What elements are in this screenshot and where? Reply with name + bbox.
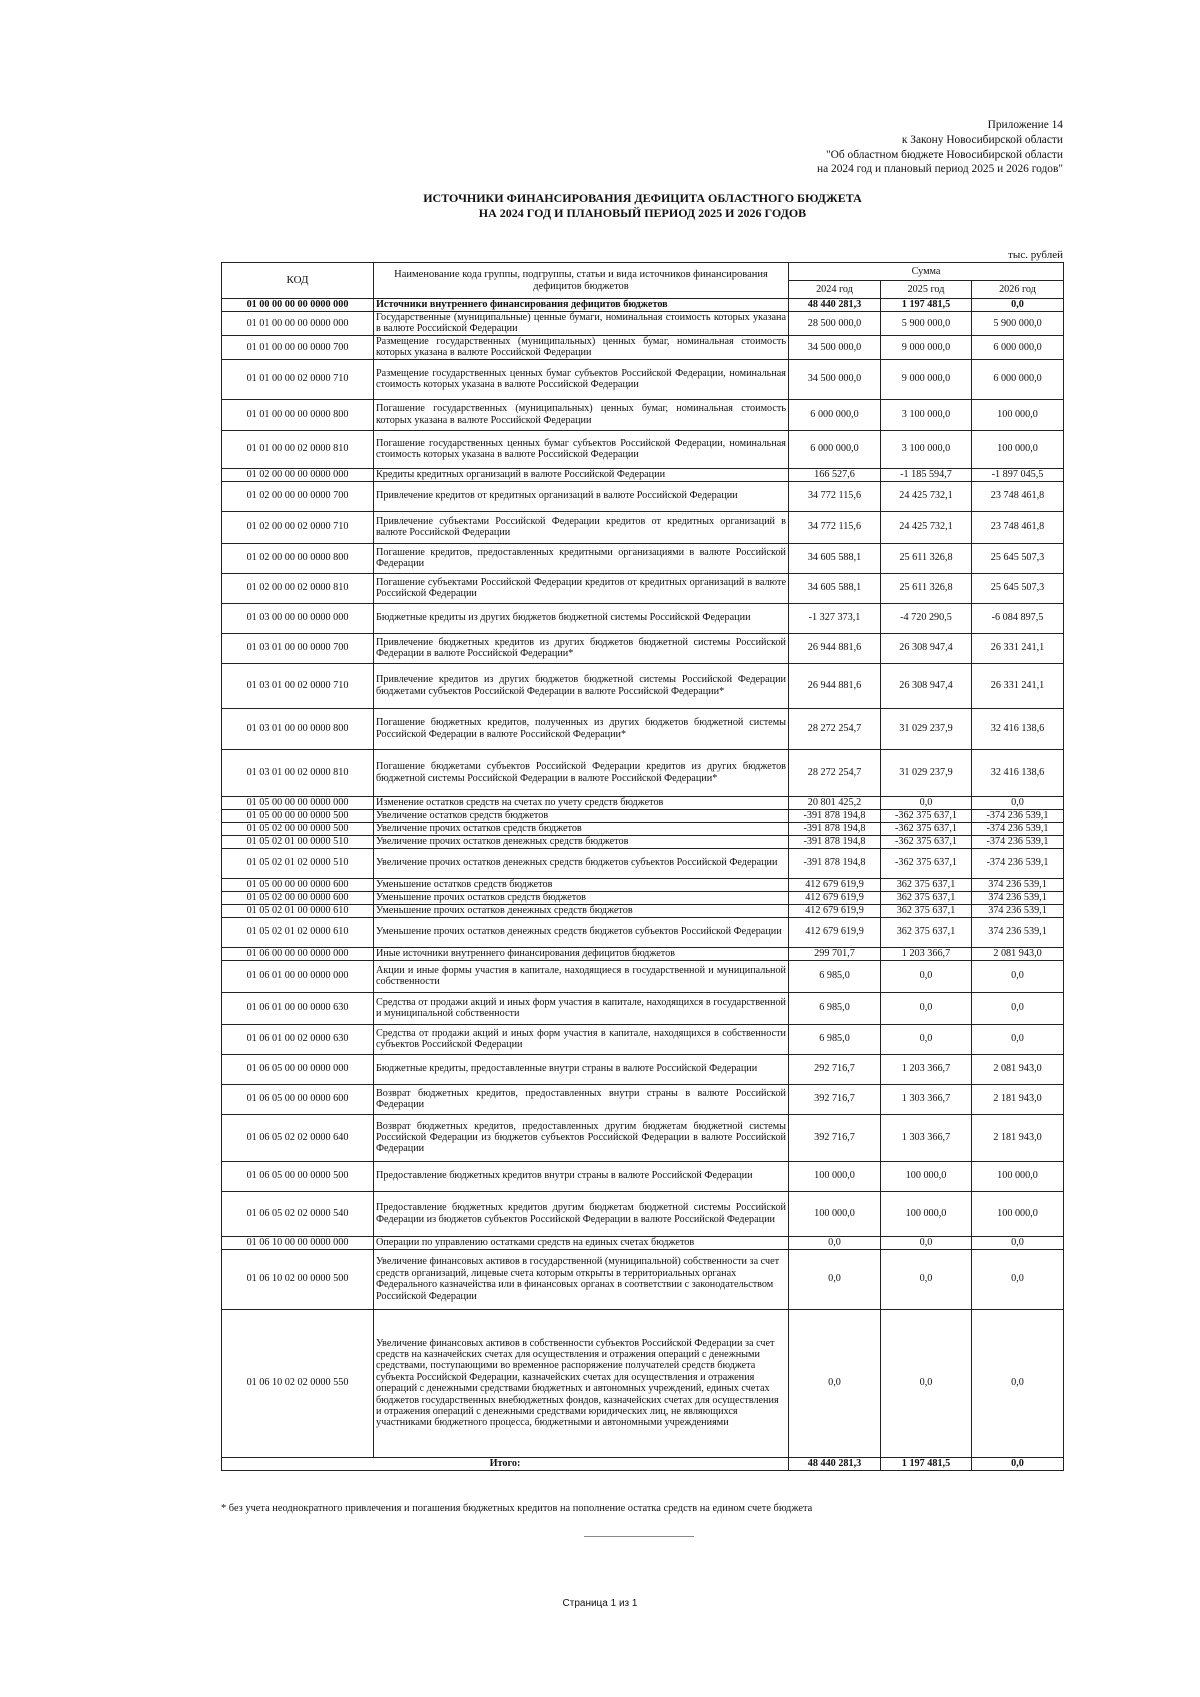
table-row [222, 749, 1064, 796]
row-name: Погашение государственных ценных бумаг субъектов Российской Федерации, номинальная стоимость которых указана в валюте Российской Федерации [374, 430, 789, 468]
row-value-2026: 0,0 [972, 1249, 1064, 1309]
table-row [222, 992, 1064, 1024]
row-code: 01 03 01 00 02 0000 810 [222, 749, 374, 796]
row-value-2026: 26 331 241,1 [972, 633, 1064, 663]
row-value-2024: 0,0 [789, 1309, 881, 1457]
row-value-2026: 23 748 461,8 [972, 511, 1064, 543]
table-row [222, 891, 1064, 904]
row-name: Уменьшение остатков средств бюджетов [374, 878, 789, 891]
row-value-2025: -4 720 290,5 [881, 603, 972, 633]
total-2024: 48 440 281,3 [789, 1457, 881, 1470]
header-2025: 2025 год [881, 281, 972, 299]
row-value-2026: 374 236 539,1 [972, 917, 1064, 947]
row-code: 01 06 00 00 00 0000 000 [222, 947, 374, 960]
table-row [222, 708, 1064, 749]
row-value-2026: 2 181 943,0 [972, 1084, 1064, 1114]
row-value-2026: 6 000 000,0 [972, 335, 1064, 359]
row-value-2024: 100 000,0 [789, 1161, 881, 1191]
row-name: Привлечение бюджетных кредитов из других бюджетов бюджетной системы Российской Федерации в валюте Российской Федерации* [374, 633, 789, 663]
table-row [222, 1309, 1064, 1457]
row-code: 01 06 05 02 02 0000 540 [222, 1191, 374, 1236]
row-name: Уменьшение прочих остатков денежных средств бюджетов субъектов Российской Федерации [374, 917, 789, 947]
row-code: 01 01 00 00 00 0000 700 [222, 335, 374, 359]
row-value-2026: 0,0 [972, 1236, 1064, 1249]
table-row [222, 481, 1064, 511]
row-value-2026: -6 084 897,5 [972, 603, 1064, 633]
row-value-2025: 3 100 000,0 [881, 430, 972, 468]
row-value-2024: 34 772 115,6 [789, 481, 881, 511]
row-value-2025: -362 375 637,1 [881, 822, 972, 835]
table-row [222, 878, 1064, 891]
row-value-2024: 392 716,7 [789, 1114, 881, 1161]
row-value-2025: 1 303 366,7 [881, 1114, 972, 1161]
table-row [222, 960, 1064, 992]
row-code: 01 06 10 02 02 0000 550 [222, 1309, 374, 1457]
row-code: 01 05 02 01 00 0000 610 [222, 904, 374, 917]
row-value-2024: 28 272 254,7 [789, 708, 881, 749]
row-name: Возврат бюджетных кредитов, предоставленных другим бюджетам бюджетной системы Российской Федерации из бюджетов субъектов Российской Федерации в валюте Российской Федерации [374, 1114, 789, 1161]
row-value-2024: -391 878 194,8 [789, 822, 881, 835]
row-value-2024: 26 944 881,6 [789, 663, 881, 708]
row-name: Источники внутреннего финансирования дефицитов бюджетов [374, 299, 789, 312]
row-code: 01 06 05 02 02 0000 640 [222, 1114, 374, 1161]
row-value-2026: 25 645 507,3 [972, 573, 1064, 603]
budget-table [221, 262, 1064, 1471]
row-value-2026: 26 331 241,1 [972, 663, 1064, 708]
table-row [222, 809, 1064, 822]
row-value-2026: 23 748 461,8 [972, 481, 1064, 511]
appendix-line: Приложение 14 [987, 119, 1063, 131]
row-value-2026: 374 236 539,1 [972, 904, 1064, 917]
row-value-2025: 1 203 366,7 [881, 1054, 972, 1084]
table-row [222, 1084, 1064, 1114]
row-value-2024: 34 605 588,1 [789, 543, 881, 573]
row-code: 01 01 00 00 00 0000 000 [222, 312, 374, 336]
row-value-2026: 0,0 [972, 299, 1064, 312]
row-code: 01 06 01 00 02 0000 630 [222, 1024, 374, 1054]
table-row [222, 543, 1064, 573]
row-value-2025: 362 375 637,1 [881, 904, 972, 917]
row-code: 01 05 02 01 02 0000 610 [222, 917, 374, 947]
row-code: 01 05 00 00 00 0000 000 [222, 796, 374, 809]
total-row [222, 1457, 1064, 1470]
row-name: Иные источники внутреннего финансирования дефицитов бюджетов [374, 947, 789, 960]
title-line-2: НА 2024 ГОД И ПЛАНОВЫЙ ПЕРИОД 2025 И 2026 ГОДОВ [478, 206, 807, 220]
row-code: 01 03 01 00 00 0000 700 [222, 633, 374, 663]
row-name: Увеличение финансовых активов в государственной (муниципальной) собственности за счет средств организаций, лицевые счета которым открыты в территориальных органах Федерального казначейства или в финансовых органах в соответствии с законодательством Российской Федерации [374, 1249, 789, 1309]
header-2024: 2024 год [789, 281, 881, 299]
row-value-2026: 100 000,0 [972, 1191, 1064, 1236]
appendix-line: "Об областном бюджете Новосибирской области [826, 148, 1063, 161]
table-row [222, 835, 1064, 848]
row-value-2026: 100 000,0 [972, 399, 1064, 430]
row-value-2024: 0,0 [789, 1249, 881, 1309]
row-name: Уменьшение прочих остатков средств бюджетов [374, 891, 789, 904]
row-name: Размещение государственных (муниципальных) ценных бумаг, номинальная стоимость которых указана в валюте Российской Федерации [374, 335, 789, 359]
row-value-2026: 100 000,0 [972, 430, 1064, 468]
row-code: 01 06 05 00 00 0000 000 [222, 1054, 374, 1084]
row-value-2024: 48 440 281,3 [789, 299, 881, 312]
table-row [222, 796, 1064, 809]
table-row [222, 1024, 1064, 1054]
row-value-2025: 25 611 326,8 [881, 543, 972, 573]
row-value-2026: 2 181 943,0 [972, 1114, 1064, 1161]
row-value-2025: 0,0 [881, 960, 972, 992]
row-name: Государственные (муниципальные) ценные бумаги, номинальная стоимость которых указана в валюте Российской Федерации [374, 312, 789, 336]
table-row [222, 822, 1064, 835]
row-code: 01 06 10 00 00 0000 000 [222, 1236, 374, 1249]
row-name: Бюджетные кредиты, предоставленные внутри страны в валюте Российской Федерации [374, 1054, 789, 1084]
row-code: 01 02 00 00 02 0000 710 [222, 511, 374, 543]
header-code: КОД [222, 263, 374, 299]
row-value-2026: 32 416 138,6 [972, 749, 1064, 796]
row-value-2024: 100 000,0 [789, 1191, 881, 1236]
row-value-2026: 0,0 [972, 960, 1064, 992]
row-value-2026: 5 900 000,0 [972, 312, 1064, 336]
header-name: Наименование кода группы, подгруппы, статьи и вида источников финансирования дефицитов бюджетов [374, 263, 789, 299]
row-value-2025: 0,0 [881, 1236, 972, 1249]
table-row [222, 335, 1064, 359]
row-code: 01 03 00 00 00 0000 000 [222, 603, 374, 633]
row-value-2025: 24 425 732,1 [881, 481, 972, 511]
row-value-2025: 5 900 000,0 [881, 312, 972, 336]
row-value-2024: 412 679 619,9 [789, 878, 881, 891]
row-value-2026: 6 000 000,0 [972, 359, 1064, 399]
row-name: Увеличение остатков средств бюджетов [374, 809, 789, 822]
table-row [222, 511, 1064, 543]
document-title [220, 191, 1065, 221]
row-value-2024: 6 985,0 [789, 992, 881, 1024]
row-value-2026: 25 645 507,3 [972, 543, 1064, 573]
row-code: 01 02 00 00 00 0000 800 [222, 543, 374, 573]
table-row [222, 1236, 1064, 1249]
row-value-2026: 0,0 [972, 992, 1064, 1024]
row-name: Изменение остатков средств на счетах по учету средств бюджетов [374, 796, 789, 809]
table-row [222, 573, 1064, 603]
table-row [222, 633, 1064, 663]
row-name: Увеличение прочих остатков денежных средств бюджетов [374, 835, 789, 848]
row-code: 01 06 10 02 00 0000 500 [222, 1249, 374, 1309]
row-name: Бюджетные кредиты из других бюджетов бюджетной системы Российской Федерации [374, 603, 789, 633]
row-value-2026: -1 897 045,5 [972, 468, 1064, 481]
row-value-2026: 2 081 943,0 [972, 1054, 1064, 1084]
row-value-2025: 362 375 637,1 [881, 917, 972, 947]
row-value-2025: 362 375 637,1 [881, 891, 972, 904]
row-value-2025: 100 000,0 [881, 1191, 972, 1236]
row-name: Предоставление бюджетных кредитов внутри страны в валюте Российской Федерации [374, 1161, 789, 1191]
row-value-2025: 24 425 732,1 [881, 511, 972, 543]
row-name: Погашение государственных (муниципальных) ценных бумаг, номинальная стоимость которых указана в валюте Российской Федерации [374, 399, 789, 430]
row-code: 01 05 02 00 00 0000 500 [222, 822, 374, 835]
total-2025: 1 197 481,5 [881, 1457, 972, 1470]
row-value-2024: -391 878 194,8 [789, 835, 881, 848]
table-row [222, 904, 1064, 917]
row-value-2026: -374 236 539,1 [972, 822, 1064, 835]
row-name: Погашение субъектами Российской Федерации кредитов от кредитных организаций в валюте Российской Федерации [374, 573, 789, 603]
row-value-2025: 0,0 [881, 1249, 972, 1309]
row-value-2026: -374 236 539,1 [972, 835, 1064, 848]
table-row [222, 1161, 1064, 1191]
row-code: 01 05 00 00 00 0000 600 [222, 878, 374, 891]
row-value-2024: 0,0 [789, 1236, 881, 1249]
row-value-2024: 28 272 254,7 [789, 749, 881, 796]
row-name: Увеличение финансовых активов в собственности субъектов Российской Федерации за счет средств на казначейских счетах для осуществления и отражения операций с денежными средствами, поступающими во временное распоряжение получателей средств бюджета субъекта Российской Федерации, казначейских счетах для осуществления и отражения операций с денежными средствами бюджетных и автономных учреждений, единых счетах бюджетов государственных внебюджетных фондов, казначейских счетах для осуществления и отражения операций с денежными средствами юридических лиц, не являющихся участниками бюджетного процесса, бюджетными и автономными учреждениями [374, 1309, 789, 1457]
row-value-2024: 20 801 425,2 [789, 796, 881, 809]
row-value-2024: 34 772 115,6 [789, 511, 881, 543]
row-value-2025: 0,0 [881, 796, 972, 809]
row-value-2024: 34 500 000,0 [789, 335, 881, 359]
row-name: Привлечение кредитов из других бюджетов бюджетной системы Российской Федерации бюджетами субъектов Российской Федерации в валюте Российской Федерации* [374, 663, 789, 708]
footnote: * без учета неоднократного привлечения и погашения бюджетных кредитов на пополнение остатка средств на едином счете бюджета [221, 1503, 813, 1514]
row-value-2026: -374 236 539,1 [972, 848, 1064, 878]
row-code: 01 06 01 00 00 0000 630 [222, 992, 374, 1024]
row-name: Уменьшение прочих остатков денежных средств бюджетов [374, 904, 789, 917]
row-name: Возврат бюджетных кредитов, предоставленных внутри страны в валюте Российской Федерации [374, 1084, 789, 1114]
row-value-2026: 32 416 138,6 [972, 708, 1064, 749]
table-row [222, 848, 1064, 878]
row-code: 01 06 05 00 00 0000 500 [222, 1161, 374, 1191]
row-name: Акции и иные формы участия в капитале, находящиеся в государственной и муниципальной собственности [374, 960, 789, 992]
row-code: 01 05 02 01 02 0000 510 [222, 848, 374, 878]
row-value-2025: 25 611 326,8 [881, 573, 972, 603]
title-line-1: ИСТОЧНИКИ ФИНАНСИРОВАНИЯ ДЕФИЦИТА ОБЛАСТНОГО БЮДЖЕТА [423, 191, 862, 205]
row-value-2026: 100 000,0 [972, 1161, 1064, 1191]
table-row [222, 603, 1064, 633]
row-value-2025: 9 000 000,0 [881, 335, 972, 359]
row-value-2025: 31 029 237,9 [881, 708, 972, 749]
total-label: Итого: [222, 1457, 789, 1470]
appendix-header [643, 118, 1063, 177]
page-number: Страница 1 из 1 [562, 1598, 638, 1609]
row-value-2026: 374 236 539,1 [972, 891, 1064, 904]
table-row [222, 1249, 1064, 1309]
divider [584, 1536, 694, 1537]
row-value-2025: 26 308 947,4 [881, 663, 972, 708]
row-value-2026: 0,0 [972, 1024, 1064, 1054]
row-value-2025: 26 308 947,4 [881, 633, 972, 663]
row-value-2024: 412 679 619,9 [789, 891, 881, 904]
row-code: 01 02 00 00 00 0000 700 [222, 481, 374, 511]
row-code: 01 03 01 00 00 0000 800 [222, 708, 374, 749]
header-2026: 2026 год [972, 281, 1064, 299]
table-row [222, 663, 1064, 708]
row-name: Увеличение прочих остатков денежных средств бюджетов субъектов Российской Федерации [374, 848, 789, 878]
row-code: 01 02 00 00 00 0000 000 [222, 468, 374, 481]
row-value-2025: 3 100 000,0 [881, 399, 972, 430]
row-name: Погашение бюджетных кредитов, полученных из других бюджетов бюджетной системы Российской Федерации в валюте Российской Федерации* [374, 708, 789, 749]
row-value-2024: 34 605 588,1 [789, 573, 881, 603]
row-name: Кредиты кредитных организаций в валюте Российской Федерации [374, 468, 789, 481]
header-sum: Сумма [789, 263, 1064, 281]
row-value-2026: 0,0 [972, 1309, 1064, 1457]
row-code: 01 01 00 00 02 0000 810 [222, 430, 374, 468]
row-code: 01 02 00 00 02 0000 810 [222, 573, 374, 603]
row-value-2024: 28 500 000,0 [789, 312, 881, 336]
table-row [222, 1191, 1064, 1236]
row-code: 01 05 02 01 00 0000 510 [222, 835, 374, 848]
row-value-2026: 2 081 943,0 [972, 947, 1064, 960]
row-value-2024: 292 716,7 [789, 1054, 881, 1084]
row-value-2025: 31 029 237,9 [881, 749, 972, 796]
row-name: Погашение кредитов, предоставленных кредитными организациями в валюте Российской Федерации [374, 543, 789, 573]
row-value-2024: 6 000 000,0 [789, 399, 881, 430]
row-value-2024: 166 527,6 [789, 468, 881, 481]
row-value-2026: 0,0 [972, 796, 1064, 809]
row-name: Погашение бюджетами субъектов Российской Федерации кредитов из других бюджетов бюджетной системы Российской Федерации в валюте Российской Федерации* [374, 749, 789, 796]
row-name: Увеличение прочих остатков средств бюджетов [374, 822, 789, 835]
table-row [222, 468, 1064, 481]
row-code: 01 00 00 00 00 0000 000 [222, 299, 374, 312]
appendix-line: на 2024 год и плановый период 2025 и 2026 годов" [817, 163, 1063, 176]
table-row [222, 399, 1064, 430]
row-value-2024: -391 878 194,8 [789, 809, 881, 822]
row-name: Средства от продажи акций и иных форм участия в капитале, находящихся в собственности субъектов Российской Федерации [374, 1024, 789, 1054]
row-name: Предоставление бюджетных кредитов другим бюджетам бюджетной системы Российской Федерации из бюджетов субъектов Российской Федерации в валюте Российской Федерации [374, 1191, 789, 1236]
appendix-line: к Закону Новосибирской области [901, 133, 1063, 146]
row-value-2024: 6 985,0 [789, 1024, 881, 1054]
table-row [222, 430, 1064, 468]
row-value-2025: -362 375 637,1 [881, 809, 972, 822]
table-row [222, 917, 1064, 947]
table-row [222, 1114, 1064, 1161]
row-name: Привлечение субъектами Российской Федерации кредитов от кредитных организаций в валюте Российской Федерации [374, 511, 789, 543]
row-value-2025: 0,0 [881, 1309, 972, 1457]
row-value-2025: -362 375 637,1 [881, 848, 972, 878]
row-value-2025: 9 000 000,0 [881, 359, 972, 399]
table-row [222, 299, 1064, 312]
row-code: 01 06 01 00 00 0000 000 [222, 960, 374, 992]
row-value-2025: -362 375 637,1 [881, 835, 972, 848]
row-code: 01 06 05 00 00 0000 600 [222, 1084, 374, 1114]
table-row [222, 312, 1064, 336]
row-name: Размещение государственных ценных бумаг субъектов Российской Федерации, номинальная стоимость которых указана в валюте Российской Федерации [374, 359, 789, 399]
row-name: Привлечение кредитов от кредитных организаций в валюте Российской Федерации [374, 481, 789, 511]
row-name: Средства от продажи акций и иных форм участия в капитале, находящихся в государственной и муниципальной собственности [374, 992, 789, 1024]
units-label: тыс. рублей [1008, 249, 1063, 261]
row-value-2024: 26 944 881,6 [789, 633, 881, 663]
row-code: 01 05 02 00 00 0000 600 [222, 891, 374, 904]
row-value-2024: 412 679 619,9 [789, 904, 881, 917]
row-value-2025: 0,0 [881, 1024, 972, 1054]
row-value-2025: 362 375 637,1 [881, 878, 972, 891]
row-value-2024: 392 716,7 [789, 1084, 881, 1114]
table-body [222, 299, 1064, 1458]
row-value-2025: 1 197 481,5 [881, 299, 972, 312]
table-row [222, 947, 1064, 960]
row-value-2024: 34 500 000,0 [789, 359, 881, 399]
row-value-2024: 299 701,7 [789, 947, 881, 960]
row-value-2025: 100 000,0 [881, 1161, 972, 1191]
row-code: 01 01 00 00 02 0000 710 [222, 359, 374, 399]
row-value-2025: 1 203 366,7 [881, 947, 972, 960]
table-row [222, 1054, 1064, 1084]
table-row [222, 359, 1064, 399]
row-value-2024: -391 878 194,8 [789, 848, 881, 878]
table-header-row [222, 263, 1064, 281]
row-code: 01 05 00 00 00 0000 500 [222, 809, 374, 822]
row-value-2024: 6 000 000,0 [789, 430, 881, 468]
row-value-2024: 6 985,0 [789, 960, 881, 992]
row-value-2024: -1 327 373,1 [789, 603, 881, 633]
row-value-2026: 374 236 539,1 [972, 878, 1064, 891]
total-2026: 0,0 [972, 1457, 1064, 1470]
row-name: Операции по управлению остатками средств на единых счетах бюджетов [374, 1236, 789, 1249]
row-code: 01 03 01 00 02 0000 710 [222, 663, 374, 708]
row-code: 01 01 00 00 00 0000 800 [222, 399, 374, 430]
row-value-2024: 412 679 619,9 [789, 917, 881, 947]
row-value-2026: -374 236 539,1 [972, 809, 1064, 822]
row-value-2025: 1 303 366,7 [881, 1084, 972, 1114]
row-value-2025: 0,0 [881, 992, 972, 1024]
row-value-2025: -1 185 594,7 [881, 468, 972, 481]
